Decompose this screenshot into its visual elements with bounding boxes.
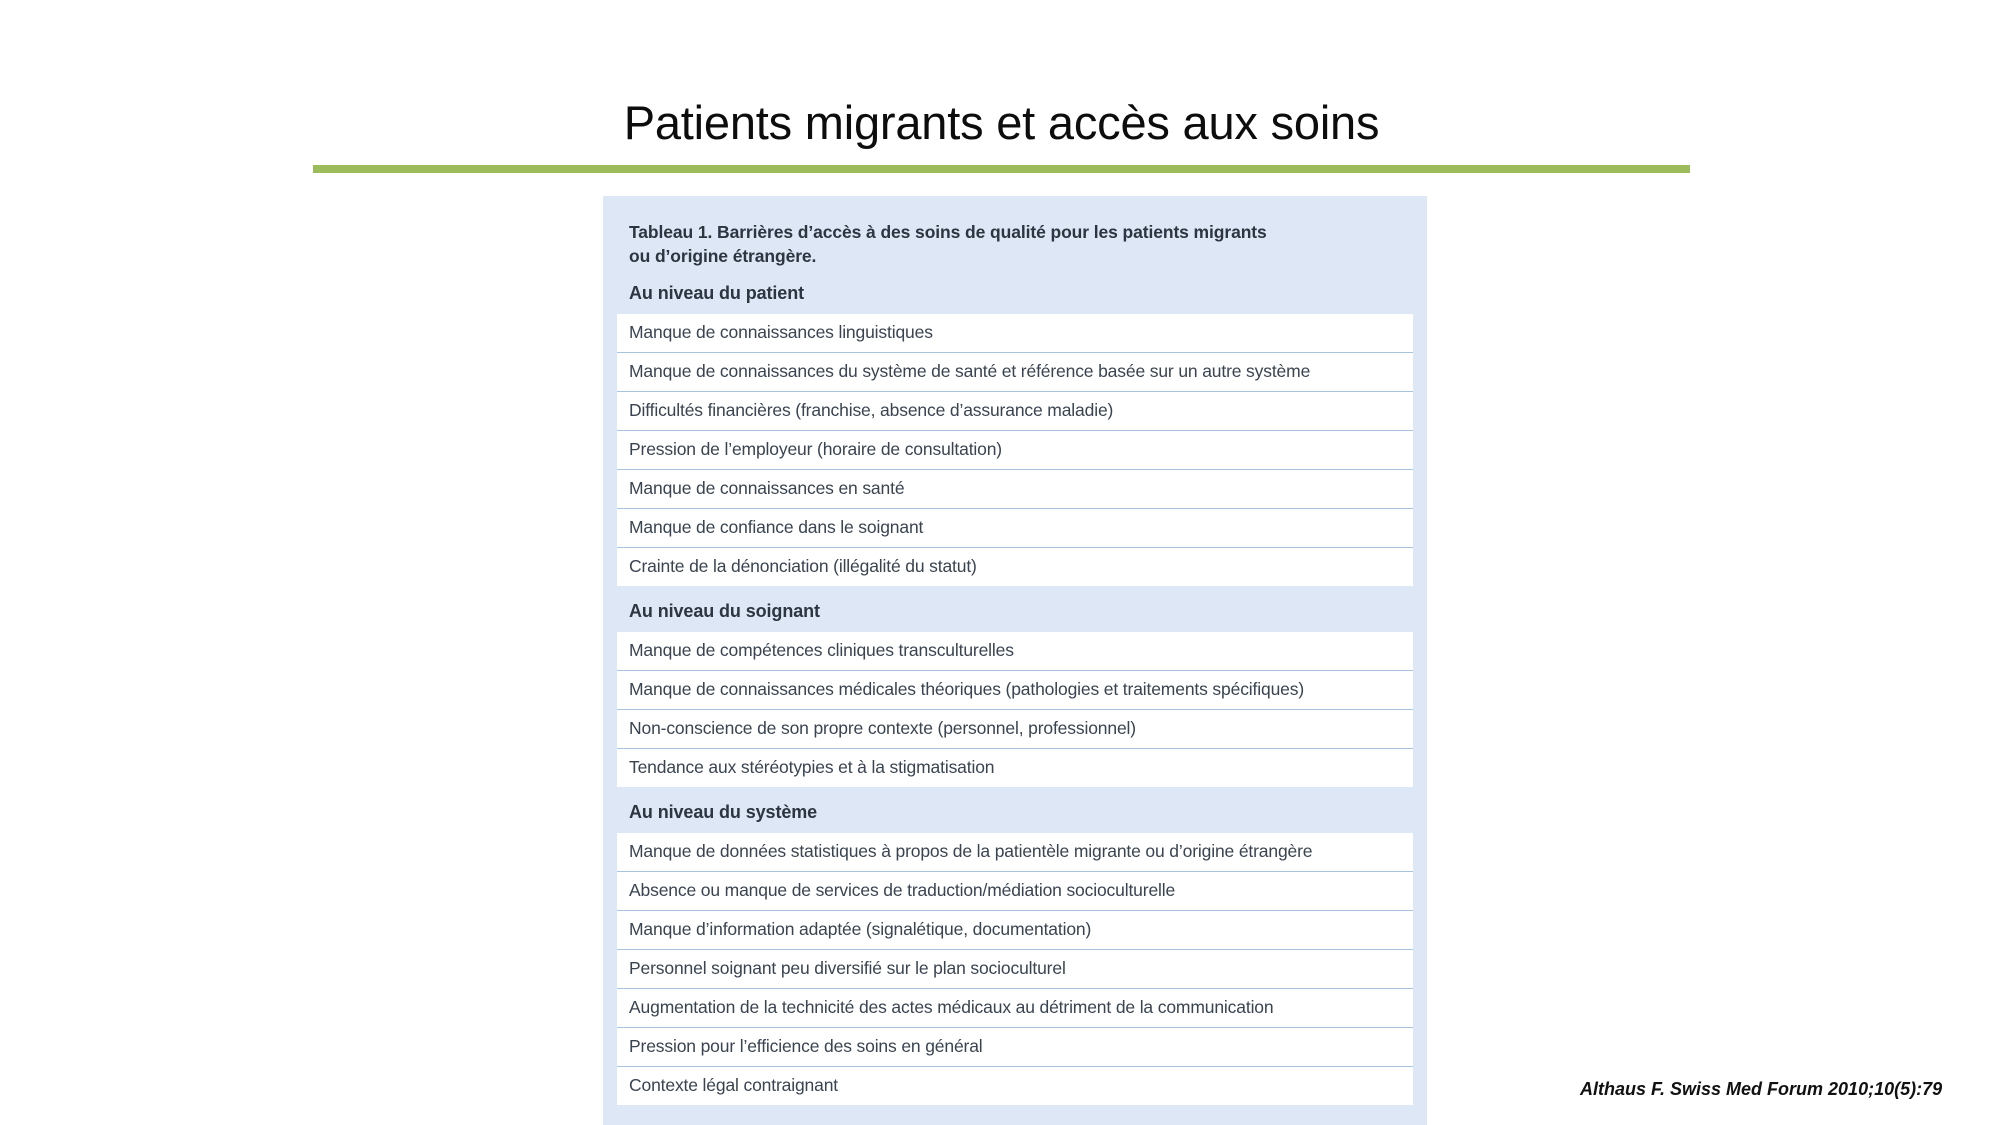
table-row: Manque de connaissances du système de santé et référence basée sur un autre système xyxy=(617,353,1413,392)
table-group-header: Au niveau du soignant xyxy=(617,586,1413,632)
table-row: Manque de confiance dans le soignant xyxy=(617,509,1413,548)
table-row: Non-conscience de son propre contexte (personnel, professionnel) xyxy=(617,710,1413,749)
table-row: Manque de connaissances linguistiques xyxy=(617,314,1413,353)
table-row: Manque d’information adaptée (signalétique, documentation) xyxy=(617,911,1413,950)
table-figure xyxy=(603,196,1427,1125)
table-row: Tendance aux stéréotypies et à la stigmatisation xyxy=(617,749,1413,787)
table-caption-line-1: Tableau 1. Barrières d’accès à des soins de qualité pour les patients migrants xyxy=(629,222,1267,242)
title-underline-rule xyxy=(313,165,1690,173)
table-group-header: Au niveau du patient xyxy=(617,268,1413,314)
table-row: Pression pour l’efficience des soins en général xyxy=(617,1028,1413,1067)
table-row: Augmentation de la technicité des actes médicaux au détriment de la communication xyxy=(617,989,1413,1028)
page-title: Patients migrants et accès aux soins xyxy=(623,96,1380,149)
source-citation: Althaus F. Swiss Med Forum 2010;10(5):79 xyxy=(1580,1079,1943,1099)
table-row: Personnel soignant peu diversifié sur le plan socioculturel xyxy=(617,950,1413,989)
table-row: Crainte de la dénonciation (illégalité du statut) xyxy=(617,548,1413,586)
table-row: Manque de compétences cliniques transculturelles xyxy=(617,632,1413,671)
table-caption-line-2: ou d’origine étrangère. xyxy=(629,246,817,266)
table-group-header: Au niveau du système xyxy=(617,787,1413,833)
table-row: Manque de données statistiques à propos de la patientèle migrante ou d’origine étrangère xyxy=(617,833,1413,872)
table-row: Absence ou manque de services de traduction/médiation socioculturelle xyxy=(617,872,1413,911)
table-row: Difficultés financières (franchise, absence d’assurance maladie) xyxy=(617,392,1413,431)
table-body xyxy=(617,268,1413,1105)
table-row: Manque de connaissances médicales théoriques (pathologies et traitements spécifiques) xyxy=(617,671,1413,710)
table-row: Contexte légal contraignant xyxy=(617,1067,1413,1105)
table-caption xyxy=(617,216,1413,268)
table-row: Pression de l’employeur (horaire de consultation) xyxy=(617,431,1413,470)
table-row: Manque de connaissances en santé xyxy=(617,470,1413,509)
